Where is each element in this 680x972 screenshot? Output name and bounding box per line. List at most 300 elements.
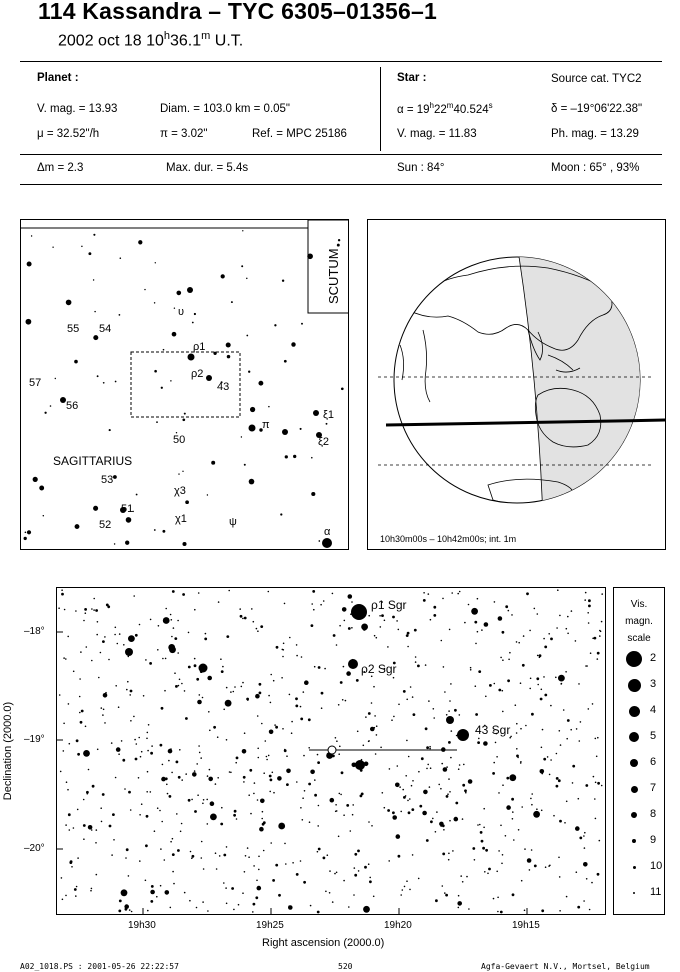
yaxis-label: Declination (2000.0) [2, 701, 14, 801]
detail-star [148, 724, 150, 726]
detail-star [185, 717, 188, 720]
finder-star [74, 360, 78, 364]
detail-star [449, 791, 451, 793]
detail-star [189, 900, 191, 902]
detail-star [492, 772, 495, 775]
detail-star [285, 863, 287, 865]
detail-star [332, 593, 334, 595]
detail-star [340, 794, 342, 796]
detail-star [407, 646, 409, 648]
detail-star [239, 608, 241, 610]
finder-star [207, 494, 208, 495]
detail-star [92, 785, 95, 788]
detail-star [213, 726, 216, 729]
finder-label: π [262, 419, 270, 431]
scale-magnitude: 4 [650, 704, 657, 716]
detail-star [565, 671, 567, 673]
detail-star [257, 748, 259, 750]
detail-star [309, 821, 311, 823]
finder-star [119, 314, 121, 316]
detail-star [171, 636, 173, 638]
globe-svg [368, 220, 665, 549]
detail-star [161, 777, 166, 782]
detail-star [468, 779, 473, 784]
scale-dot-icon [631, 812, 637, 818]
detail-star [73, 827, 75, 829]
detail-star [464, 622, 466, 624]
detail-star [393, 716, 395, 718]
detail-star [423, 599, 426, 602]
detail-star [323, 600, 325, 602]
detail-star [243, 781, 245, 783]
detail-star [301, 656, 303, 658]
detail-star [117, 643, 119, 645]
finder-star [155, 262, 156, 263]
finder-star [144, 289, 145, 290]
detail-star [466, 876, 468, 878]
finder-star [185, 500, 189, 504]
detail-star [368, 615, 370, 617]
detail-star [423, 790, 428, 795]
detail-star [511, 798, 514, 801]
detail-star [63, 657, 65, 659]
detail-star [104, 722, 106, 724]
detail-star [100, 652, 102, 654]
detail-star [107, 605, 110, 608]
detail-star [348, 627, 351, 630]
detail-star [597, 782, 600, 785]
detail-star [109, 825, 112, 828]
detail-star [510, 736, 512, 738]
detail-star [428, 700, 430, 702]
detail-star [296, 781, 298, 783]
detail-star [273, 680, 275, 682]
detail-star [595, 782, 597, 784]
scale-dot-icon [626, 651, 642, 667]
finder-star [258, 381, 263, 386]
detail-star [168, 760, 170, 762]
detail-star [470, 667, 472, 669]
detail-star [338, 704, 340, 706]
detail-star [435, 831, 437, 833]
detail-star [221, 807, 223, 809]
detail-star [553, 815, 555, 817]
finder-label: χ3 [174, 485, 186, 497]
detail-star [83, 838, 85, 840]
detail-star [150, 791, 152, 793]
detail-star [415, 661, 417, 663]
detail-star [550, 759, 552, 761]
finder-star [154, 529, 156, 531]
detail-star [371, 825, 373, 827]
detail-star [176, 813, 178, 815]
finder-star [24, 537, 27, 540]
detail-star [595, 738, 597, 740]
detail-star [269, 730, 274, 735]
detail-star [68, 813, 71, 816]
detail-star [474, 621, 477, 624]
finder-star [246, 278, 247, 279]
detail-star [360, 795, 363, 798]
detail-star [226, 739, 228, 741]
alpha-h-sup: h [429, 101, 434, 110]
detail-star [436, 811, 438, 813]
detail-star [115, 627, 117, 629]
detail-star [477, 741, 480, 744]
detail-star [403, 796, 406, 799]
detail-star [143, 695, 145, 697]
detail-star [442, 853, 445, 856]
detail-star [291, 721, 293, 723]
detail-star [123, 644, 125, 646]
detail-star [159, 810, 161, 812]
globe-caption: 10h30m00s – 10h42m00s; int. 1m [380, 534, 517, 544]
detail-star [303, 881, 306, 884]
finder-star [55, 378, 56, 379]
detail-star [388, 860, 390, 862]
detail-star [83, 799, 85, 801]
detail-star [502, 854, 504, 856]
detail-star [354, 874, 357, 877]
detail-star [62, 899, 64, 901]
detail-star [445, 894, 448, 897]
detail-star [284, 749, 286, 751]
detail-star [146, 815, 149, 818]
detail-star [268, 755, 270, 757]
event-ut: U.T. [210, 32, 244, 50]
detail-star [601, 785, 603, 787]
xtick-1925: 19h25 [256, 920, 284, 931]
finder-star [248, 371, 250, 373]
detail-star [423, 592, 425, 594]
event-date: 2002 oct 18 10 [58, 32, 164, 50]
detail-star [174, 672, 176, 674]
detail-star [171, 619, 173, 621]
finder-star [103, 382, 105, 384]
detail-star [525, 725, 527, 727]
detail-star [454, 709, 457, 712]
detail-star [219, 855, 221, 857]
detail-star [88, 769, 90, 771]
detail-star [209, 769, 211, 771]
detail-star [192, 772, 197, 777]
detail-star [171, 772, 173, 774]
finder-star [249, 479, 255, 485]
detail-star [405, 775, 407, 777]
detail-star [594, 637, 597, 640]
detail-star [95, 609, 98, 612]
detail-star [559, 820, 562, 823]
detail-star [161, 821, 163, 823]
detail-star [570, 729, 572, 731]
detail-star [269, 791, 271, 793]
detail-star [556, 627, 558, 629]
detail-star [179, 749, 181, 751]
finder-chart [20, 219, 349, 550]
planet-vmag: V. mag. = 13.93 [37, 103, 118, 115]
detail-star [318, 666, 321, 669]
detail-star [516, 748, 518, 750]
detail-star [483, 808, 485, 810]
detail-star [583, 835, 585, 837]
detail-star [483, 741, 488, 746]
detail-star [259, 827, 264, 832]
detail-star [83, 620, 85, 622]
detail-star [502, 690, 504, 692]
event-datetime [58, 30, 243, 50]
detail-star [506, 777, 509, 780]
detail-star [449, 700, 451, 702]
info-bottom-rule [20, 184, 662, 185]
detail-star [537, 613, 539, 615]
detail-star [310, 905, 312, 907]
detail-star [421, 757, 424, 760]
scale-dot-icon [633, 866, 636, 869]
detail-star [324, 668, 326, 670]
alpha-mid: 22 [434, 103, 447, 116]
detail-star [83, 824, 86, 827]
detail-star [430, 767, 432, 769]
detail-star [352, 804, 354, 806]
detail-star [400, 894, 402, 896]
star-delta: δ = –19°06'22.38" [551, 103, 643, 115]
detail-star [448, 778, 450, 780]
detail-bright-star [457, 729, 469, 741]
detail-star [258, 856, 260, 858]
detail-star [368, 712, 371, 715]
detail-star [462, 784, 465, 787]
detail-star [91, 660, 93, 662]
detail-star [121, 889, 128, 896]
detail-star [64, 609, 66, 611]
detail-star [530, 798, 532, 800]
detail-star [451, 592, 453, 594]
scale-magnitude: 7 [650, 782, 657, 794]
detail-star [123, 759, 125, 761]
detail-star [447, 793, 449, 795]
detail-star [96, 874, 98, 876]
detail-star [407, 800, 409, 802]
detail-star [376, 734, 378, 736]
detail-star [397, 765, 399, 767]
ytick-20: –20° [24, 843, 45, 854]
detail-star [93, 598, 95, 600]
detail-star [572, 765, 575, 768]
event-moon: Moon : 65° , 93% [551, 162, 640, 174]
finder-star [26, 319, 32, 325]
detail-star [241, 686, 243, 688]
detail-star [365, 716, 367, 718]
finder-star [66, 300, 72, 306]
detail-star [418, 878, 420, 880]
detail-star [199, 694, 201, 696]
detail-star [595, 818, 597, 820]
detail-star [275, 726, 278, 729]
detail-star [145, 880, 147, 882]
detail-star [151, 885, 154, 888]
detail-star [79, 696, 81, 698]
detail-bright-star [125, 648, 133, 656]
finder-star [33, 477, 38, 482]
label-rho1-sgr: ρ1 Sgr [371, 598, 407, 612]
detail-star [533, 811, 540, 818]
detail-star [498, 689, 501, 692]
detail-star [369, 877, 371, 879]
finder-star [176, 291, 181, 296]
detail-star [412, 696, 414, 698]
detail-star [177, 620, 179, 622]
detail-star [243, 776, 246, 779]
detail-star [65, 895, 67, 897]
detail-star [506, 805, 511, 810]
detail-star [256, 628, 258, 630]
finder-bright-star [206, 375, 212, 381]
detail-star [220, 823, 223, 826]
detail-star [327, 854, 329, 856]
finder-label: 55 [67, 323, 80, 335]
detail-star [260, 799, 265, 804]
detail-star [223, 882, 225, 884]
detail-star [422, 811, 427, 816]
xtick-1930: 19h30 [128, 920, 156, 931]
detail-star [357, 731, 359, 733]
finder-label: ξ2 [318, 436, 330, 448]
detail-star [589, 909, 591, 911]
finder-star [227, 355, 231, 359]
detail-star [83, 750, 90, 757]
detail-star [494, 601, 496, 603]
detail-star [67, 789, 69, 791]
detail-star [61, 589, 63, 591]
detail-star [259, 692, 262, 695]
detail-star [332, 755, 335, 758]
detail-star [578, 683, 580, 685]
detail-star [208, 711, 210, 713]
finder-star [293, 455, 296, 458]
detail-star [500, 657, 502, 659]
detail-star [583, 862, 588, 867]
detail-star [182, 593, 185, 596]
detail-star [247, 699, 249, 701]
finder-star [115, 381, 117, 383]
detail-star [284, 843, 286, 845]
detail-star [130, 690, 133, 693]
detail-star [217, 736, 219, 738]
detail-star [170, 748, 172, 750]
detail-star [61, 593, 64, 596]
detail-star [494, 683, 496, 685]
detail-star [270, 779, 273, 782]
detail-star [597, 737, 599, 739]
detail-star [226, 903, 228, 905]
detail-star [210, 801, 215, 806]
detail-star [314, 779, 316, 781]
detail-star [146, 738, 148, 740]
detail-star [505, 835, 507, 837]
detail-star [338, 753, 340, 755]
finder-star [242, 230, 243, 231]
detail-star [76, 739, 79, 742]
detail-star [560, 744, 562, 746]
finder-star [194, 313, 196, 315]
detail-star [147, 750, 149, 752]
detail-star [524, 848, 526, 850]
detail-star [304, 790, 306, 792]
detail-star [231, 887, 234, 890]
detail-star [400, 811, 402, 813]
finder-star [52, 247, 53, 248]
detail-star [417, 665, 420, 668]
finder-star [244, 464, 246, 466]
detail-star [412, 854, 414, 856]
detail-star [578, 798, 580, 800]
detail-star [181, 779, 183, 781]
detail-star [124, 788, 126, 790]
detail-star [468, 908, 470, 910]
detail-star [382, 792, 384, 794]
finder-star [81, 246, 82, 247]
detail-star [115, 777, 117, 779]
detail-star [408, 811, 411, 814]
detail-star [429, 786, 431, 788]
detail-star [300, 718, 303, 721]
detail-star [254, 782, 256, 784]
detail-star [102, 640, 105, 643]
detail-star [79, 678, 81, 680]
detail-star [286, 755, 288, 757]
scale-magnitude: 9 [650, 834, 657, 846]
finder-star [138, 240, 142, 244]
finder-star [182, 471, 183, 472]
detail-star [351, 627, 353, 629]
detail-star [588, 708, 590, 710]
detail-star [77, 857, 79, 859]
detail-star [513, 839, 515, 841]
detail-star [97, 621, 99, 623]
finder-star [163, 349, 165, 351]
detail-star [129, 694, 131, 696]
detail-star [516, 732, 518, 734]
detail-star [516, 723, 518, 725]
detail-star [558, 675, 565, 682]
detail-star [463, 764, 465, 766]
detail-star [119, 633, 121, 635]
detail-star [269, 775, 272, 778]
detail-star [395, 783, 400, 788]
detail-star [194, 810, 197, 813]
detail-star [61, 877, 63, 879]
detail-star [288, 905, 293, 910]
finder-bright-star [322, 538, 332, 548]
detail-bright-star [199, 664, 208, 673]
detail-star [526, 592, 529, 595]
detail-star [173, 883, 175, 885]
detail-star [79, 712, 81, 714]
detail-star [471, 608, 478, 615]
detail-star [500, 825, 502, 827]
detail-star [325, 891, 327, 893]
detail-star [484, 871, 486, 873]
detail-star [523, 635, 525, 637]
detail-star [173, 627, 175, 629]
detail-star [507, 679, 510, 682]
detail-star [317, 761, 320, 764]
detail-star [368, 863, 370, 865]
detail-star [181, 683, 183, 685]
finder-star [231, 301, 233, 303]
detail-star [136, 743, 138, 745]
detail-star [226, 687, 228, 689]
